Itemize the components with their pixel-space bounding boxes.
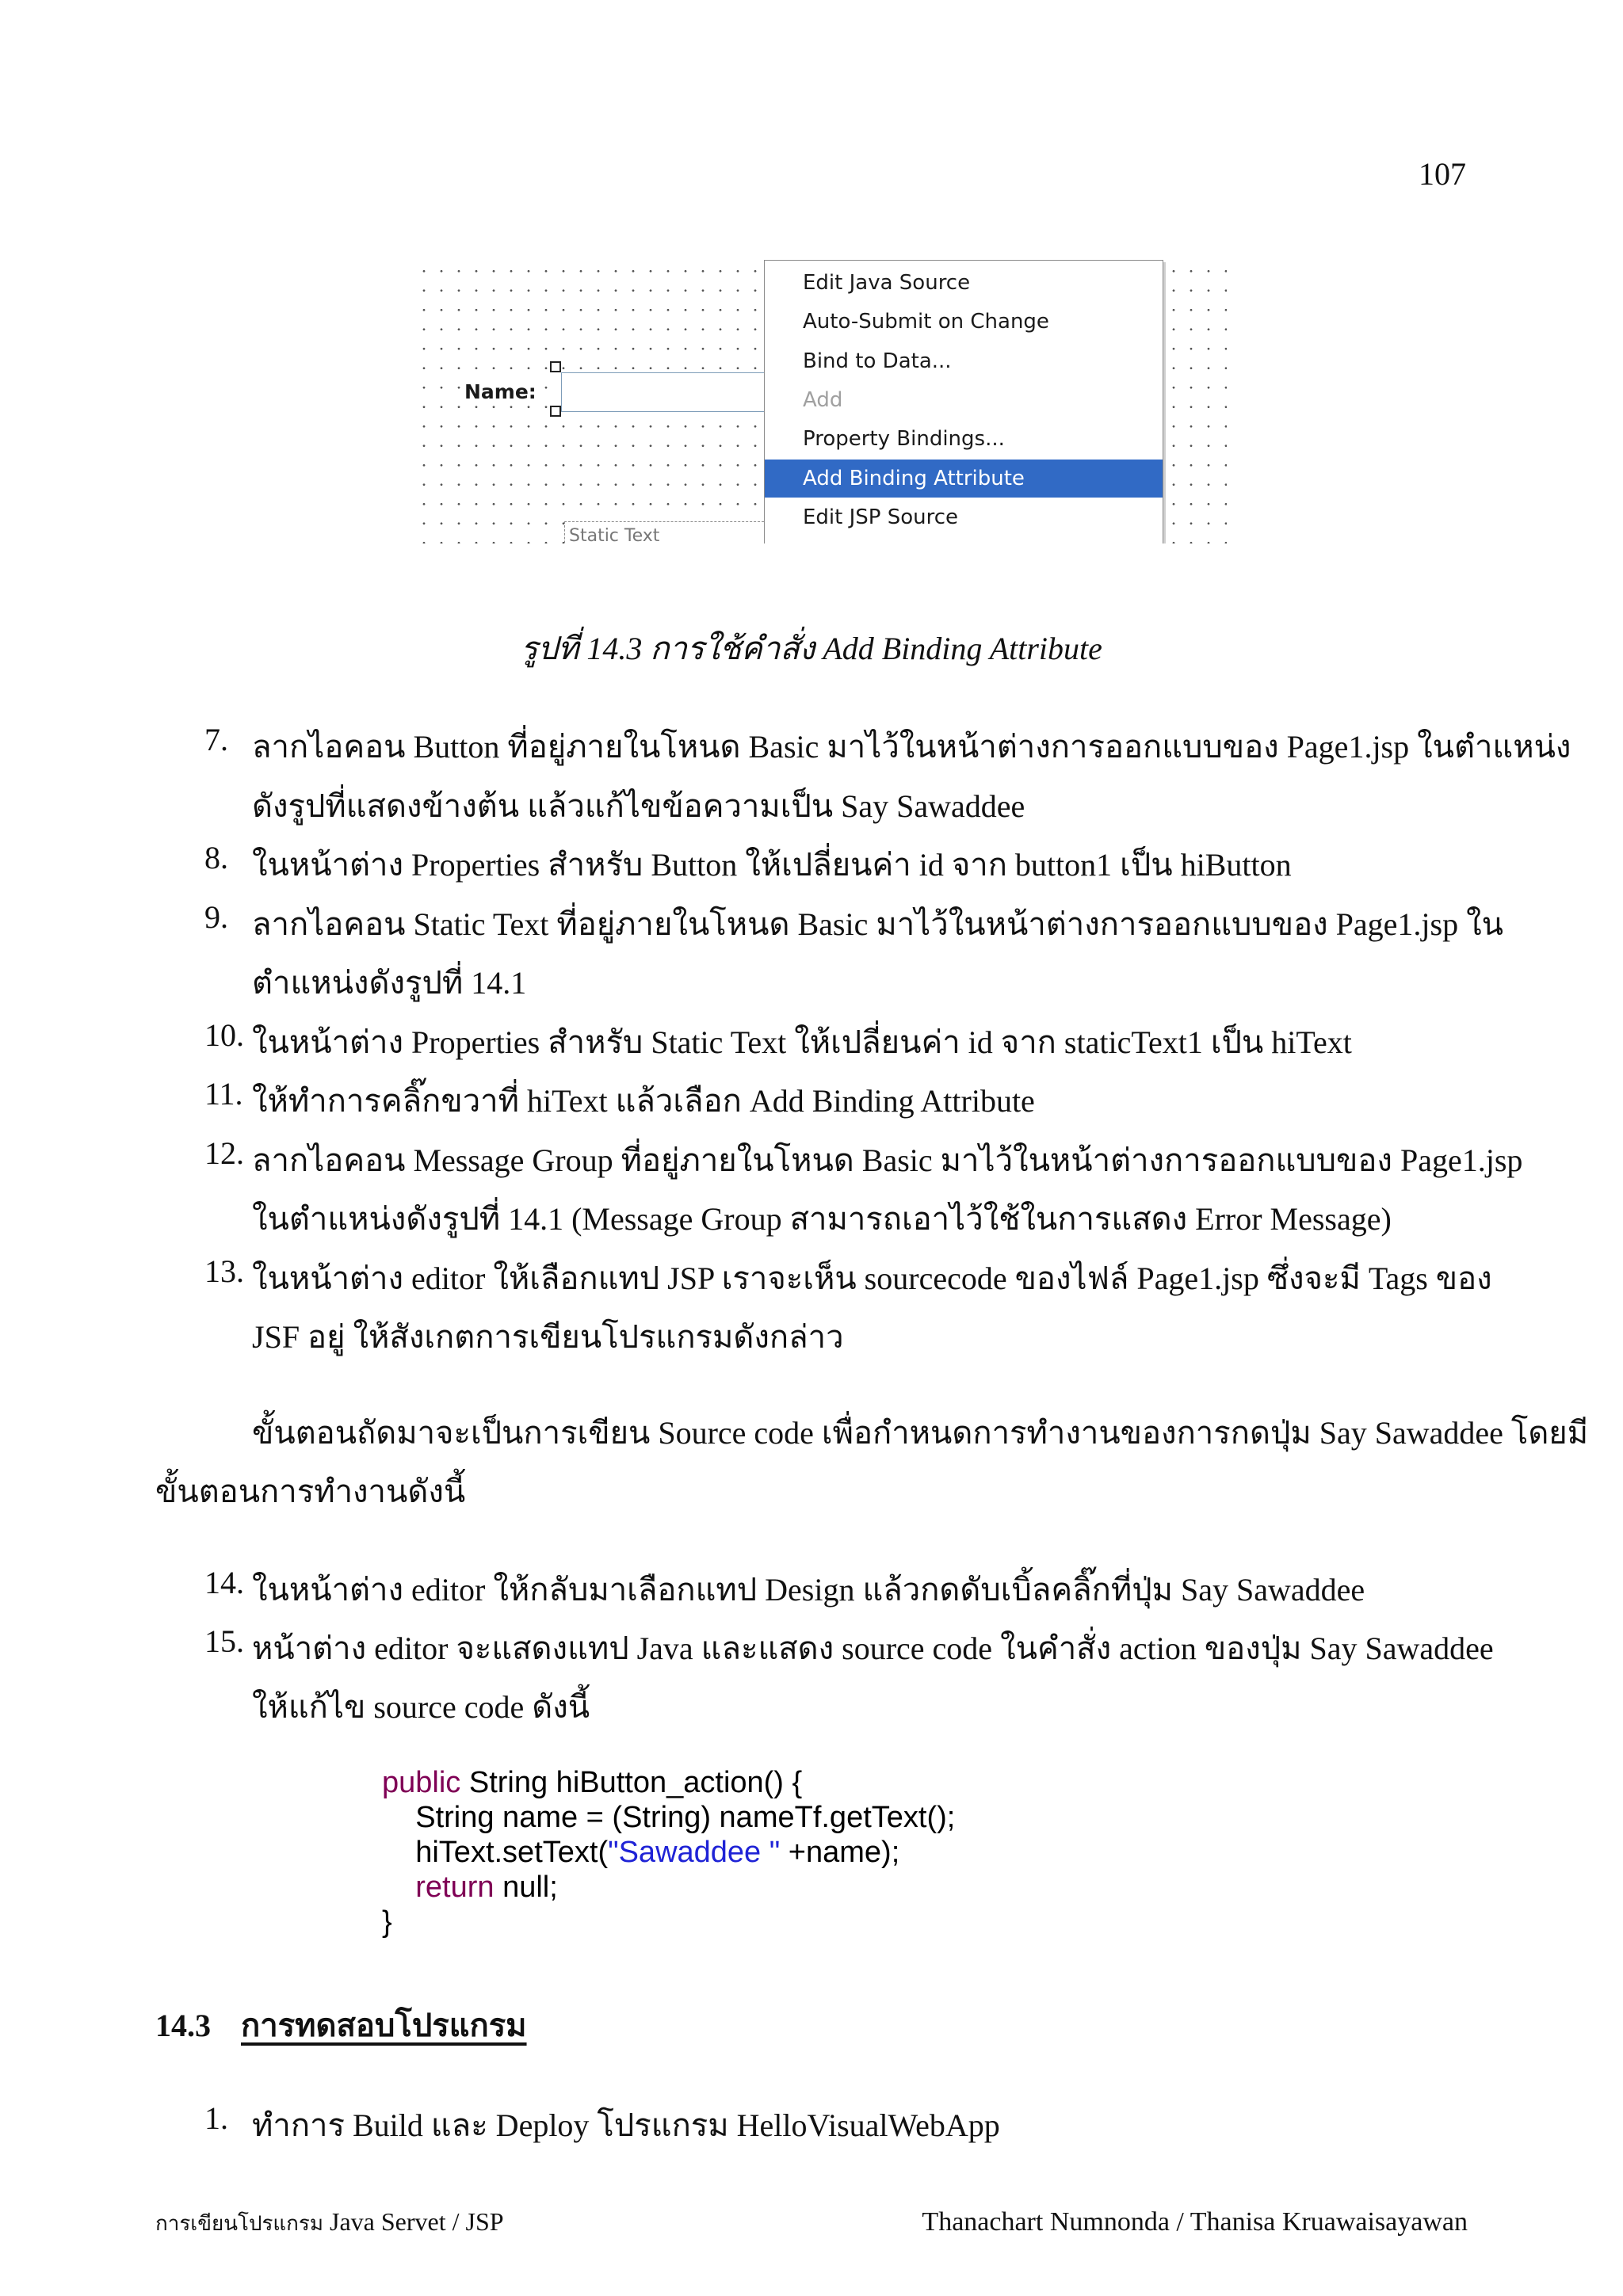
menu-item-auto-submit-on-change[interactable]: Auto-Submit on Change (803, 310, 1049, 334)
figure-caption: รูปที่ 14.3 การใช้คำสั่ง Add Binding Attribute (521, 631, 1102, 666)
code-indent (382, 1871, 415, 1904)
step-text-line: หน้าต่าง editor จะแสดงแทป Java และแสดง source code ในคำสั่ง action ของปุ่ม Say Sawaddee (252, 1630, 1494, 1666)
name-textfield[interactable] (561, 372, 784, 412)
step-text-line: ลากไอคอน Button ที่อยู่ภายในโหนด Basic มาไว้ในหน้าต่างการออกแบบของ Page1.jsp ในตำแหน่ง (252, 729, 1571, 765)
step-text-line: ให้แก้ไข source code ดังนี้ (252, 1689, 590, 1725)
step-number: 10. (204, 1016, 244, 1053)
step-text-line: ทำการ Build และ Deploy โปรแกรม HelloVisualWebApp (252, 2107, 1000, 2143)
section-title: การทดสอบโปรแกรม (241, 2008, 527, 2043)
menu-item-add: Add (803, 387, 843, 412)
code-string: "Sawaddee " (608, 1836, 781, 1869)
step-text-line: ดังรูปที่แสดงข้างต้น แล้วแก้ไขข้อความเป็น Say Sawaddee (252, 788, 1025, 824)
step-number: 14. (204, 1565, 244, 1600)
step-text-line: ลากไอคอน Static Text ที่อยู่ภายในโหนด Basic มาไว้ในหน้าต่างการออกแบบของ Page1.jsp ใน (252, 906, 1503, 942)
menu-item-edit-jsp-source[interactable]: Edit JSP Source (803, 505, 959, 529)
step-text-line: ลากไอคอน Message Group ที่อยู่ภายในโหนด Basic มาไว้ในหน้าต่างการออกแบบของ Page1.jsp (252, 1142, 1523, 1178)
footer-right: Thanachart Numnonda / Thanisa Kruawaisayawan (922, 2207, 1468, 2237)
code-block (382, 1765, 955, 1939)
step-number: 1. (204, 2100, 228, 2136)
code-text: null; (494, 1871, 558, 1904)
ide-screenshot-figure (411, 255, 1227, 543)
code-line-5: } (382, 1905, 392, 1939)
step-text-line: ในหน้าต่าง editor ให้เลือกแทป JSP เราจะเห็น sourcecode ของไฟล์ Page1.jsp ซึ่งจะมี Tags ของ (252, 1260, 1492, 1296)
menu-item-bind-to-data[interactable]: Bind to Data... (803, 349, 952, 373)
step-number: 13. (204, 1253, 244, 1289)
code-keyword: return (415, 1871, 495, 1904)
footer-left (155, 2207, 504, 2240)
step-text-line: JSF อยู่ ให้สังเกตการเขียนโปรแกรมดังกล่าว (252, 1319, 844, 1355)
step-text-line: ในหน้าต่าง editor ให้กลับมาเลือกแทป Design แล้วกดดับเบิ้ลคลิ๊กที่ปุ่ม Say Sawaddee (252, 1572, 1365, 1608)
resize-handle-top[interactable] (550, 361, 561, 372)
code-keyword: public (382, 1766, 461, 1799)
menu-item-add-binding-attribute[interactable]: Add Binding Attribute (765, 460, 1163, 498)
static-text-label: Static Text (569, 526, 660, 543)
section-number: 14.3 (155, 2008, 211, 2043)
paragraph-line2: ขั้นตอนการทำงานดังนี้ (155, 1474, 466, 1509)
step-number: 9. (204, 898, 228, 935)
resize-handle-bottom[interactable] (550, 406, 561, 417)
page-number: 107 (1419, 156, 1466, 192)
code-text: +name); (780, 1836, 900, 1869)
name-label: Name: (464, 380, 537, 403)
paragraph-line1: ขั้นตอนถัดมาจะเป็นการเขียน Source code เพื่อกำหนดการทำงานของการกดปุ่ม Say Sawaddee โดยมี (252, 1415, 1589, 1451)
code-line-2: String name = (String) nameTf.getText(); (382, 1801, 956, 1834)
code-line-4 (382, 1870, 955, 1905)
section-heading (155, 2000, 527, 2050)
step-number: 8. (204, 840, 228, 875)
menu-item-property-bindings[interactable]: Property Bindings... (803, 427, 1005, 452)
code-line-3 (382, 1835, 955, 1870)
code-line-1 (382, 1765, 955, 1800)
step-text-line: ในตำแหน่งดังรูปที่ 14.1 (Message Group สามารถเอาไว้ใช้ในการแสดง Error Message) (252, 1201, 1392, 1237)
code-text: String hiButton_action() { (460, 1766, 803, 1799)
step-number: 7. (204, 722, 228, 757)
step-text-line: ในหน้าต่าง Properties สำหรับ Button ให้เปลี่ยนค่า id จาก button1 เป็น hiButton (252, 847, 1292, 883)
step-number: 15. (204, 1623, 244, 1659)
footer-left-en: Java Servet / JSP (323, 2207, 504, 2236)
step-text-line: ตำแหน่งดังรูปที่ 14.1 (252, 965, 527, 1001)
menu-item-edit-java-source[interactable]: Edit Java Source (803, 271, 971, 295)
code-text: hiText.setText( (382, 1836, 609, 1869)
step-text-line: ให้ทำการคลิ๊กขวาที่ hiText แล้วเลือก Add Binding Attribute (252, 1083, 1035, 1119)
footer-left-thai: การเขียนโปรแกรม (155, 2212, 324, 2235)
step-number: 12. (204, 1135, 244, 1171)
context-menu (764, 260, 1163, 543)
step-text-line: ในหน้าต่าง Properties สำหรับ Static Text ให้เปลี่ยนค่า id จาก staticText1 เป็น hiText (252, 1024, 1352, 1060)
step-number: 11. (204, 1076, 243, 1112)
